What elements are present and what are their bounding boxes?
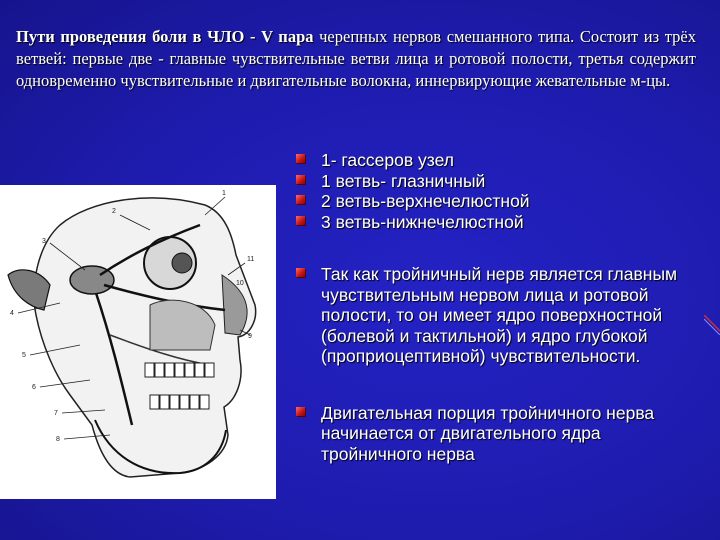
figure-label: 9 — [248, 333, 252, 340]
intro-paragraph — [16, 26, 696, 92]
bullet-square-icon — [296, 268, 305, 277]
trigeminal-nerve-illustration — [0, 185, 276, 499]
figure-label: 1 — [222, 190, 226, 197]
figure-label: 6 — [32, 384, 36, 391]
bullet-item-branch-1 — [296, 171, 696, 192]
bullet-item-branch-2 — [296, 191, 696, 212]
bullet-text: 1 ветвь- глазничный — [321, 170, 486, 191]
bullet-square-icon — [296, 154, 305, 163]
slide-edge-decoration — [704, 315, 720, 335]
figure-label: 2 — [112, 208, 116, 215]
skull-outline — [34, 198, 256, 477]
bullet-text: 2 ветвь-верхнечелюстной — [321, 191, 530, 211]
figure-label: 3 — [42, 238, 46, 245]
lower-teeth — [150, 395, 209, 409]
figure-label: 8 — [56, 436, 60, 443]
figure-label: 5 — [22, 352, 26, 359]
upper-teeth — [145, 363, 214, 377]
pupil — [172, 253, 192, 273]
bullet-item-motor-portion — [296, 403, 696, 465]
bullet-square-icon — [296, 407, 305, 416]
bullet-text: Так как тройничный нерв является главным чувствительным нервом лица и ротовой полости, то он имеет ядро поверхностной (болевой и тактильной) и ядро глубокой (проприоцептивной) чувствительности. — [321, 264, 678, 366]
figure-label: 10 — [236, 280, 244, 287]
bullet-item-nuclei — [296, 264, 696, 367]
bullet-square-icon — [296, 195, 305, 204]
bullet-text: 3 ветвь-нижнечелюстной — [321, 211, 524, 232]
bullet-square-icon — [296, 216, 305, 225]
figure-label: 4 — [10, 310, 14, 317]
bullet-square-icon — [296, 175, 305, 184]
bullet-item-branch-3 — [296, 212, 696, 233]
bullet-list — [296, 150, 696, 464]
bullet-text: Двигательная порция тройничного нерва начинается от двигательного ядра тройничного нерва — [321, 402, 655, 464]
bullet-item-ganglion — [296, 150, 696, 171]
figure-label: 11 — [247, 256, 255, 263]
bullet-text: 1- гассеров узел — [321, 150, 454, 170]
figure-label: 7 — [54, 410, 58, 417]
skull-diagram — [0, 185, 276, 499]
intro-body-text: черепных нервов смешанного типа. Состоит из трёх ветвей: первые две - главные чувствительные ветви лица и ротовой полости, третья содержит одновременно чувствительные и двигательные волокна, иннервирующие жевательные м-цы. — [16, 27, 696, 90]
intro-bold-heading: Пути проведения боли в ЧЛО - V пара — [16, 27, 314, 46]
